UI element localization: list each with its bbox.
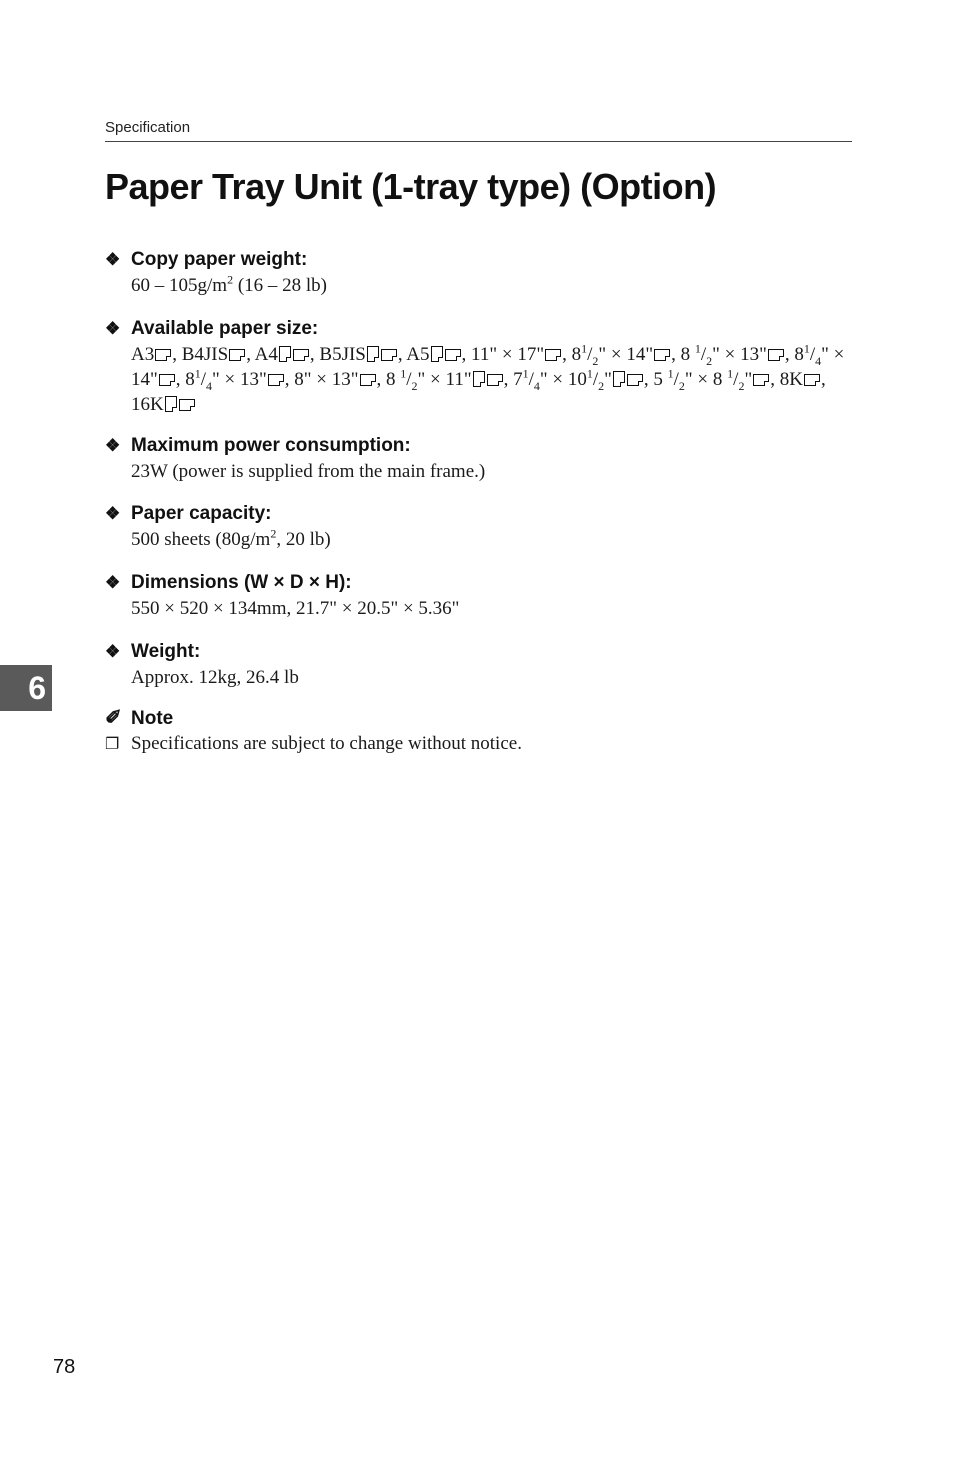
note-heading: ✐ Note	[105, 707, 174, 729]
diamond-ornament-icon: ❖	[105, 573, 121, 592]
landscape-paper-icon	[753, 374, 769, 386]
section-value: $60 - 105g/m^2$ (16 – 28 lb)	[131, 272, 327, 296]
diamond-ornament-icon: ❖	[105, 250, 121, 269]
portrait-paper-icon	[431, 346, 443, 362]
landscape-paper-icon	[627, 374, 643, 386]
diamond-ornament-icon: ❖	[105, 319, 121, 338]
landscape-paper-icon	[654, 349, 670, 361]
page-title: Paper Tray Unit (1-tray type) (Option)	[105, 166, 717, 207]
landscape-paper-icon	[293, 349, 309, 361]
section-value: Approx. 12kg, 26.4 lb	[131, 667, 299, 688]
landscape-paper-icon	[268, 374, 284, 386]
chapter-tab: 6	[0, 665, 52, 711]
diamond-ornament-icon: ❖	[105, 642, 121, 661]
section-paper-capacity	[105, 501, 855, 552]
landscape-paper-icon	[768, 349, 784, 361]
section-heading: ❖ Weight:	[105, 639, 855, 665]
landscape-paper-icon	[360, 374, 376, 386]
section-weight	[105, 639, 855, 690]
diamond-ornament-icon: ❖	[105, 504, 121, 523]
landscape-paper-icon	[229, 349, 245, 361]
landscape-paper-icon	[445, 349, 461, 361]
section-copy-paper-weight	[105, 247, 855, 298]
section-value: 23W (power is supplied from the main frame.)	[131, 461, 486, 482]
landscape-paper-icon	[545, 349, 561, 361]
note-item: ❐ Specifications are subject to change without notice.	[105, 733, 522, 754]
section-heading: ❖ Paper capacity:	[105, 501, 855, 527]
landscape-paper-icon	[381, 349, 397, 361]
header-rule	[105, 141, 852, 142]
landscape-paper-icon	[179, 399, 195, 411]
section-heading: ❖ Maximum power consumption:	[105, 433, 855, 459]
checkbox-icon: ❐	[105, 736, 120, 753]
landscape-paper-icon	[159, 374, 175, 386]
section-value: 500 sheets ($80g/m^2$, 20 lb)	[131, 526, 331, 550]
diamond-ornament-icon: ❖	[105, 436, 121, 455]
portrait-paper-icon	[279, 346, 291, 362]
portrait-paper-icon	[473, 371, 485, 387]
page-number: 78	[53, 1356, 76, 1378]
running-header: Specification	[105, 119, 191, 136]
section-max-power	[105, 433, 855, 484]
section-available-paper-size	[105, 316, 855, 417]
pencil-icon: ✐	[105, 707, 122, 729]
landscape-paper-icon	[804, 374, 820, 386]
section-dimensions	[105, 570, 855, 621]
section-value: 550 × 520 × 134mm, 21.7" × 20.5" × 5.36"	[131, 598, 460, 619]
portrait-paper-icon	[613, 371, 625, 387]
paper-size-list: A3 , B4JIS , A4 , B5JIS , A5 , 11" × 17" , $8^1/_2$" × 14" , 8 $^1/_2$" × 13" , $8^1/_4$" × 14" , $8^1/_4$" × 13" , 8" × 13" , 8 $^1/_2$" × 11" , $7^1/_4$" × $10^1/_2$" , 5 $^1/_2$" × 8 $^1/_2$" , 8K , 16K	[131, 341, 845, 415]
landscape-paper-icon	[155, 349, 171, 361]
portrait-paper-icon	[367, 346, 379, 362]
landscape-paper-icon	[487, 374, 503, 386]
section-heading: ❖ Dimensions (W × D × H):	[105, 570, 855, 596]
section-heading: ❖ Copy paper weight:	[105, 247, 855, 273]
portrait-paper-icon	[165, 396, 177, 412]
section-heading: ❖ Available paper size:	[105, 316, 855, 342]
